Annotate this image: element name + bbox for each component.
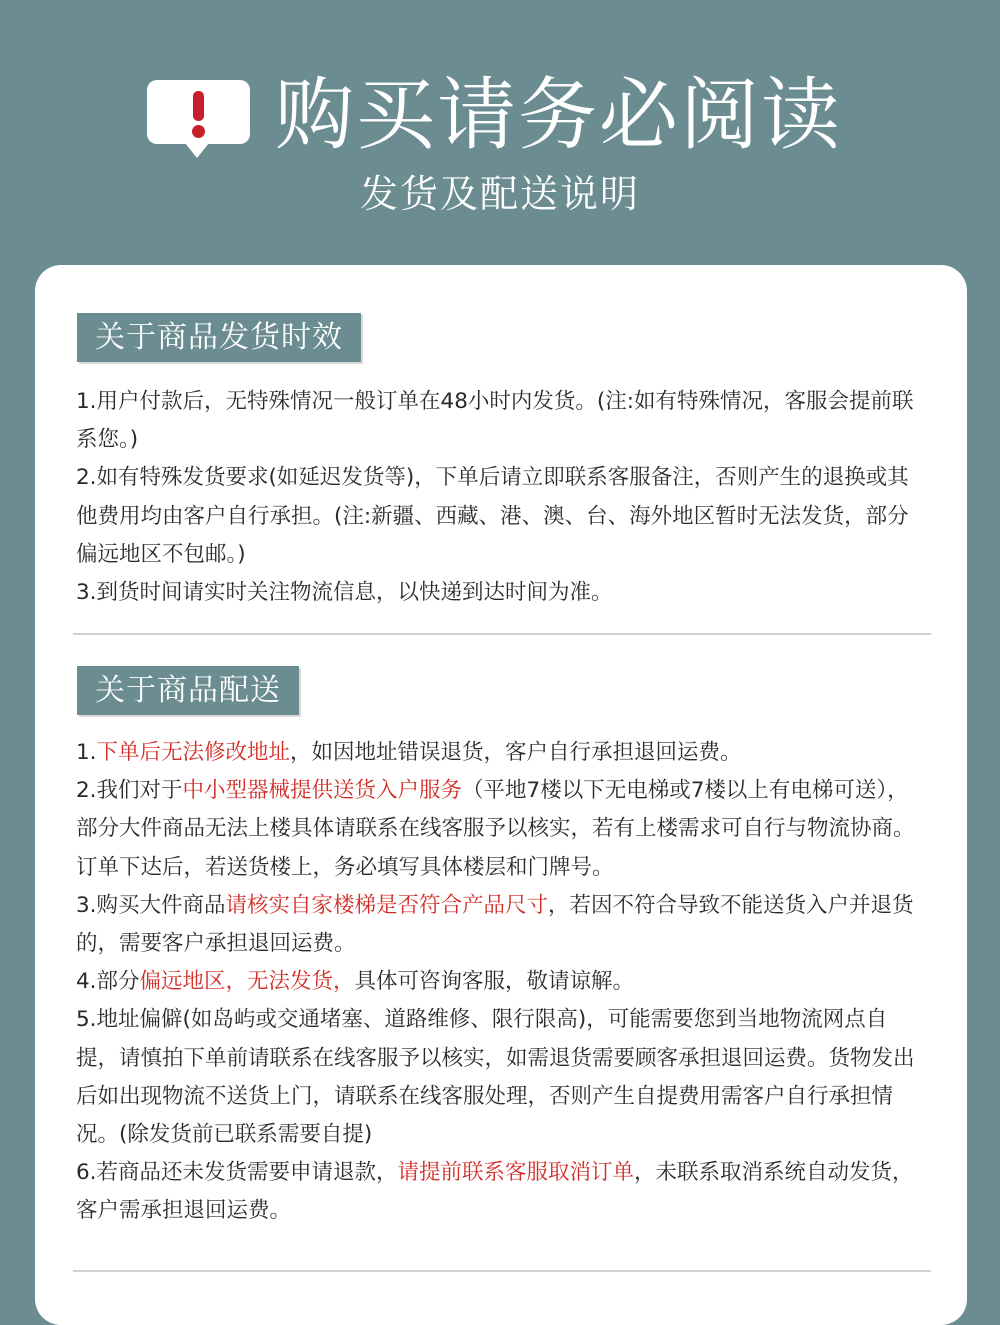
list-item (76, 772, 926, 887)
item-suffix: ，未联系取消系统自动发货，客户需承担退回运费。 (76, 1160, 914, 1224)
highlight-text: 请核实自家楼梯是否符合产品尺寸 (225, 892, 549, 918)
list-item (76, 963, 926, 1001)
delivery-list (76, 734, 926, 1231)
list-item: 5.地址偏僻(如岛屿或交通堵塞、道路维修、限行限高)，可能需要您到当地物流网点自提，请慎拍下单前请联系在线客服予以核实，如需退货需要顾客承担退回运费。货物发出后如出现物流不送货上门，请联系在线客服处理，否则产生自提费用需客户自行承担情况。(除发货前已联系需要自提) (76, 1007, 915, 1148)
item-suffix: （平地7楼以下无电梯或7楼以上有电梯可送），部分大件商品无法上楼具体请联系在线客服予以核实，若有上楼需求可自行与物流协商。订单下达后，若送货楼上，务必填写具体楼层和门牌号。 (76, 778, 915, 880)
item-suffix: ，若因不符合导致不能送货入户并退货的，需要客户承担退回运费。 (76, 892, 914, 957)
page-title: 购买请务必阅读 (275, 69, 842, 161)
item-suffix: ，如因地址错误退货，客户自行承担退回运费。 (290, 740, 742, 765)
section-divider (73, 633, 931, 635)
section-heading-shipping-time: 关于商品发货时效 (77, 313, 361, 362)
item-prefix: 4.部分 (76, 969, 140, 995)
highlight-text: 请提前联系客服取消订单 (397, 1160, 635, 1186)
alert-speech-bubble-icon (147, 80, 250, 144)
section-heading-delivery: 关于商品配送 (77, 666, 299, 715)
list-item: 3.到货时间请实时关注物流信息，以快递到达时间为准。 (76, 580, 613, 606)
item-prefix: 6.若商品还未发货需要申请退款， (76, 1160, 398, 1186)
list-item: 1.用户付款后，无特殊情况一般订单在48小时内发货。(注:如有特殊情况，客服会提前联系您。) (76, 389, 914, 453)
item-prefix: 3.购买大件商品 (76, 892, 226, 918)
exclamation-dot (192, 125, 205, 138)
highlight-text: 偏远地区，无法发货， (139, 969, 355, 995)
item-suffix: 具体可咨询客服，敬请谅解。 (354, 969, 635, 995)
item-prefix: 2.我们对于 (76, 778, 183, 804)
highlight-text: 下单后无法修改地址 (96, 740, 291, 765)
page-header (0, 0, 1000, 265)
highlight-text: 中小型器械提供送货入户服务 (182, 778, 463, 804)
content-card (35, 265, 967, 1325)
exclamation-bar (193, 91, 204, 121)
shipping-time-list (76, 383, 926, 612)
section-divider (73, 1270, 931, 1272)
list-item: 2.如有特殊发货要求(如延迟发货等)，下单后请立即联系客服备注，否则产生的退换或其他费用均由客户自行承担。(注:新疆、西藏、港、澳、台、海外地区暂时无法发货，部分偏远地区不包邮。) (76, 465, 909, 567)
list-item (76, 734, 926, 772)
page-subtitle: 发货及配送说明 (359, 172, 640, 216)
item-prefix: 1. (76, 740, 97, 765)
list-item (76, 887, 926, 963)
list-item (76, 1154, 926, 1230)
